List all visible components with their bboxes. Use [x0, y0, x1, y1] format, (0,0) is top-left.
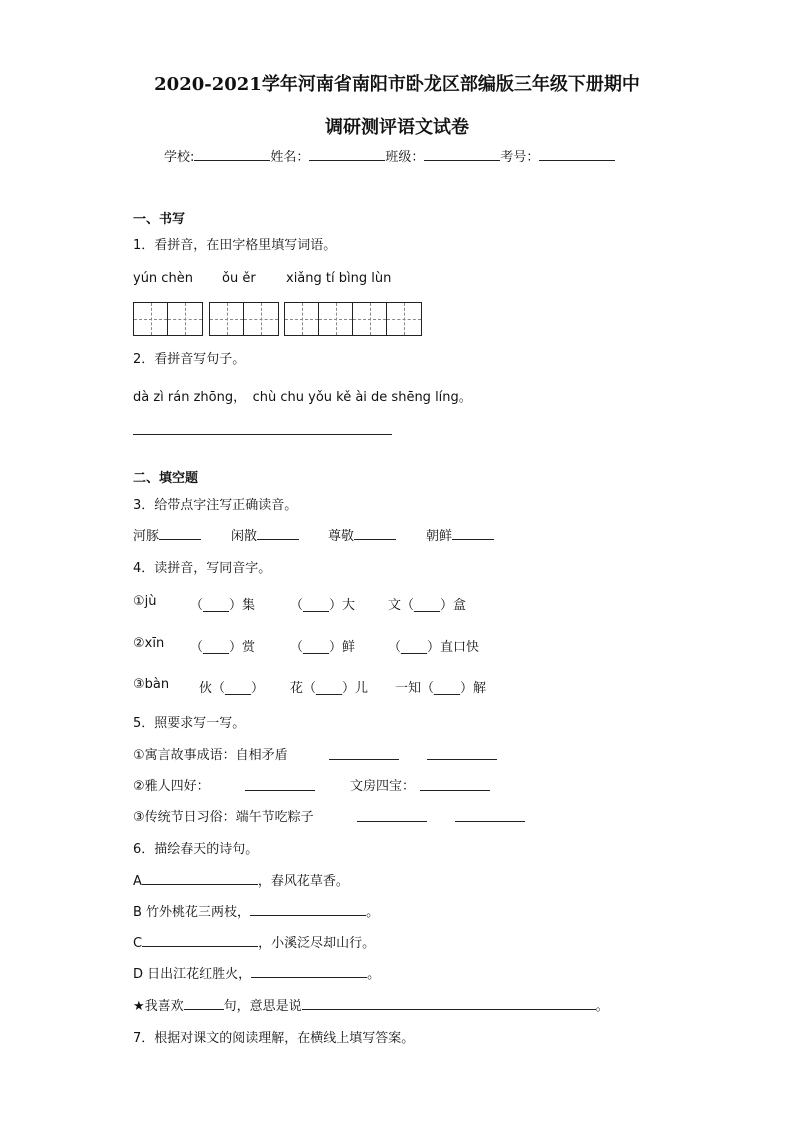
q3-answer[interactable]: [354, 525, 396, 540]
star-text-a: ★我喜欢: [133, 999, 184, 1014]
q5-answer-line[interactable]: [455, 821, 525, 822]
tianzige-group-1[interactable]: [133, 302, 203, 336]
q6-a-prefix: A: [133, 874, 142, 889]
q3-answer[interactable]: [159, 525, 201, 540]
id-label: 考号：: [500, 150, 540, 165]
star-answer-meaning[interactable]: [302, 995, 596, 1010]
q4-text: 4．读拼音，写同音字。: [133, 561, 272, 576]
q3-word: 闲散: [231, 529, 258, 544]
q6-b-text: B 竹外桃花三两枝，: [133, 905, 251, 920]
pinyin-1: yún chèn: [133, 271, 193, 286]
pinyin-3: xiǎng tí bìng lùn: [286, 271, 392, 286]
q3-word: 朝鲜: [426, 529, 453, 544]
tianzige-group-3[interactable]: [284, 302, 422, 336]
q4-row-label: ③bàn: [133, 677, 170, 692]
q6-c-suffix: ，小溪泛尽却山行。: [258, 936, 376, 951]
q6-d-text: D 日出江花红胜火，: [133, 967, 252, 982]
name-field[interactable]: [309, 146, 385, 161]
tianzige-cell[interactable]: [244, 303, 278, 335]
q6-answer[interactable]: [142, 932, 258, 947]
q5-extra-label: 文房四宝：: [350, 779, 416, 794]
q5-answer-line[interactable]: [427, 759, 497, 760]
q3-item: [328, 525, 396, 544]
q6-c-prefix: C: [133, 936, 143, 951]
q5-answer-line[interactable]: [357, 821, 427, 822]
q3-item: [231, 525, 299, 544]
q3-item: [133, 525, 201, 544]
tianzige-cell[interactable]: [387, 303, 421, 335]
q3-text: 3．给带点字注写正确读音。: [133, 498, 298, 513]
id-field[interactable]: [539, 146, 615, 161]
tianzige-cell[interactable]: [319, 303, 353, 335]
q5-row: ①寓言故事成语：自相矛盾: [133, 748, 288, 763]
q6-item-d: [133, 963, 380, 982]
q3-word: 尊敬: [328, 529, 355, 544]
q5-text: 5．照要求写一写。: [133, 716, 246, 731]
section1-heading: 一、书写: [133, 212, 186, 227]
tianzige-group-2[interactable]: [209, 302, 279, 336]
tianzige-cell[interactable]: [210, 303, 244, 335]
q4-blank[interactable]: （____）大: [290, 598, 356, 613]
info-fields: [164, 146, 615, 165]
star-text-b: 句，意思是说: [223, 999, 302, 1014]
q5-answer-line[interactable]: [329, 759, 399, 760]
tianzige-cell[interactable]: [353, 303, 387, 335]
q6-item-b: [133, 901, 379, 920]
q6-b-period: 。: [366, 905, 380, 920]
q4-blank[interactable]: （____）鲜: [290, 640, 356, 655]
q3-answer[interactable]: [257, 525, 299, 540]
page-title-line2: 调研测评语文试卷: [325, 117, 469, 138]
q6-answer[interactable]: [142, 870, 258, 885]
q4-blank[interactable]: （____）直口快: [388, 640, 480, 655]
tianzige-cell[interactable]: [285, 303, 319, 335]
q3-item: [426, 525, 494, 544]
q5-answer-line[interactable]: [420, 790, 490, 791]
q4-blank[interactable]: 文（____）盒: [388, 598, 467, 613]
q5-answer-line[interactable]: [245, 790, 315, 791]
q2-answer-line[interactable]: [133, 434, 392, 435]
tianzige-cell[interactable]: [134, 303, 168, 335]
q6-answer[interactable]: [250, 901, 366, 916]
q6-item-a: [133, 870, 349, 889]
q2-pinyin: dà zì rán zhōng， chù chu yǒu kě ài de shēng líng。: [133, 390, 472, 405]
section2-heading: 二、填空题: [133, 471, 199, 486]
q1-text: 1．看拼音，在田字格里填写词语。: [133, 238, 337, 253]
q6-text: 6．描绘春天的诗句。: [133, 842, 259, 857]
tianzige-cell[interactable]: [168, 303, 202, 335]
q2-text: 2．看拼音写句子。: [133, 352, 246, 367]
q5-row: ③传统节日习俗：端午节吃粽子: [133, 810, 314, 825]
q6-d-period: 。: [367, 967, 381, 982]
q4-row-label: ①jù: [133, 594, 157, 609]
star-answer-poem[interactable]: [184, 995, 224, 1010]
school-label: 学校:: [164, 150, 195, 165]
q3-answer[interactable]: [452, 525, 494, 540]
q3-word: 河豚: [133, 529, 160, 544]
q4-blank[interactable]: （____）集: [190, 598, 256, 613]
class-label: 班级：: [385, 150, 425, 165]
q6-item-c: [133, 932, 375, 951]
pinyin-2: ǒu ěr: [222, 271, 256, 286]
q4-blank[interactable]: 花（____）儿: [290, 681, 369, 696]
page-title-line1: 2020-2021学年河南省南阳市卧龙区部编版三年级下册期中: [154, 74, 640, 95]
q4-blank[interactable]: 伙（____）: [199, 681, 265, 696]
q6-a-suffix: ，春风花草香。: [257, 874, 349, 889]
q7-text: 7．根据对课文的阅读理解，在横线上填写答案。: [133, 1031, 415, 1046]
q4-blank[interactable]: （____）赏: [190, 640, 256, 655]
q4-row-label: ②xīn: [133, 636, 165, 651]
school-field[interactable]: [194, 146, 270, 161]
class-field[interactable]: [424, 146, 500, 161]
q5-row: ②雅人四好：: [133, 779, 210, 794]
star-period: 。: [595, 999, 609, 1014]
q6-star: [133, 995, 609, 1014]
q6-answer[interactable]: [251, 963, 367, 978]
name-label: 姓名：: [270, 150, 310, 165]
q4-blank[interactable]: 一知（____）解: [395, 681, 487, 696]
